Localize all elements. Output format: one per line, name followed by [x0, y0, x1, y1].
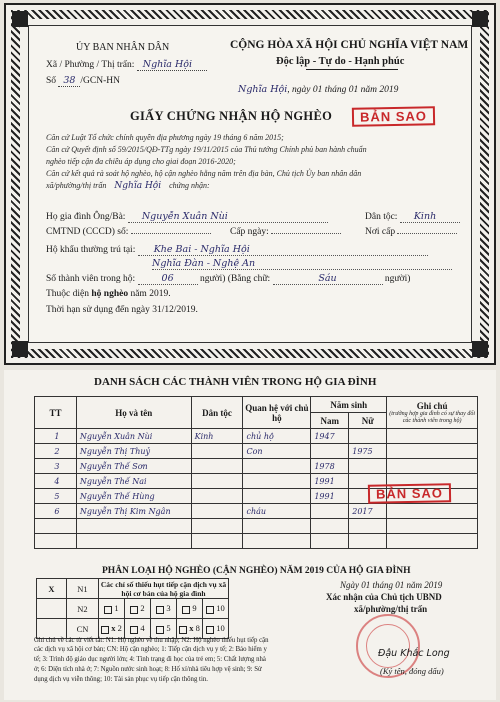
- ethnic-label: Dân tộc:: [365, 212, 398, 222]
- basis-text: chứng nhận:: [169, 181, 210, 190]
- place-value: [397, 233, 457, 234]
- col-name: Họ và tên: [76, 397, 191, 429]
- certificate-title: GIẤY CHỨNG NHẬN HỘ NGHÈO: [130, 109, 333, 123]
- checkbox-icon: [179, 626, 187, 634]
- row-male: 1991: [311, 474, 349, 489]
- sign-role: xã/phường/thị trấn: [354, 604, 428, 614]
- n1-label: N1: [67, 579, 99, 599]
- validity: Thời hạn sử dụng đến ngày 31/12/2019.: [46, 305, 198, 315]
- col-tt: TT: [35, 397, 77, 429]
- indicator-num: 8: [195, 623, 200, 634]
- col-female: Nữ: [349, 413, 387, 429]
- address-value: Nghĩa Đàn - Nghệ An: [152, 258, 452, 270]
- n1-check: [37, 579, 67, 599]
- row-relation: Con: [243, 444, 311, 459]
- number-value: 38: [58, 75, 80, 87]
- member-word-label: người) (Bằng chữ:: [199, 274, 271, 284]
- head-of-household: [46, 211, 328, 223]
- member-word-value: Sáu: [273, 273, 383, 285]
- class-value: hộ nghèo: [91, 289, 129, 299]
- row-name: Nguyễn Thế Nai: [76, 474, 191, 489]
- row-female: [349, 429, 387, 444]
- basis-line: Căn cứ kết quả rà soát hộ nghèo, hộ cận nghèo hằng năm trên địa bàn, Chủ tịch Ủy ban nhân dân: [46, 169, 362, 178]
- sign-role: Xác nhận của Chủ tịch UBND: [326, 592, 442, 602]
- row-note: [387, 504, 478, 519]
- basis-line: [46, 181, 210, 191]
- country-name: CỘNG HÒA XÃ HỘI CHỦ NGHĨA VIỆT NAM: [230, 39, 469, 51]
- basis-line: Căn cứ Luật Tổ chức chính quyền địa phương ngày 19 tháng 6 năm 2015;: [46, 133, 284, 142]
- col-relation: Quan hệ với chủ hộ: [243, 397, 311, 429]
- row-male: 1978: [311, 459, 349, 474]
- row-note: [387, 429, 478, 444]
- row-ethnic: [191, 504, 243, 519]
- checkbox-icon: [101, 626, 109, 634]
- note-detail: (trường hợp gia đình có sự thay đổi các thành viên trong hộ): [389, 410, 475, 424]
- corner-ornament: [472, 11, 488, 27]
- row-ethnic: [191, 489, 243, 504]
- row-male: 1947: [311, 429, 349, 444]
- legend-line: các dịch vụ xã hội cơ bản; CN: Hộ cận nghèo; 1: Tiếp cận dịch vụ y tế; 2: Bảo hiểm y: [34, 646, 267, 653]
- indicator-cell: [125, 599, 151, 619]
- n2-check: [37, 599, 67, 619]
- row-ethnic: Kinh: [191, 429, 243, 444]
- ethnicity: [365, 211, 460, 223]
- table-row: [35, 519, 478, 534]
- indicator-num: 9: [192, 603, 197, 614]
- member-word-suffix: người): [384, 274, 411, 284]
- members-table: [34, 396, 478, 549]
- n2-label: N2: [67, 599, 99, 619]
- row-note: [387, 459, 478, 474]
- col-note: [387, 397, 478, 429]
- legend-line: dụng dịch vụ viễn thông; 10: Tài sản phục vụ tiếp cận thông tin.: [34, 676, 208, 683]
- row-name: Nguyễn Thị Thuỷ: [76, 444, 191, 459]
- row-tt: 5: [35, 489, 77, 504]
- motto: Độc lập - Tự do - Hạnh phúc: [276, 56, 405, 67]
- copy-stamp: BẢN SAO: [368, 483, 451, 503]
- date-line: , ngày 01 tháng 01 năm 2019: [287, 85, 399, 95]
- row-tt: 2: [35, 444, 77, 459]
- ward-line: [46, 59, 207, 71]
- head-value: Nguyễn Xuân Nùi: [128, 211, 328, 223]
- indicator-cell: [151, 599, 177, 619]
- row-name: Nguyễn Thế Hùng: [76, 489, 191, 504]
- table-row: [35, 444, 478, 459]
- basis-place: Nghĩa Hội: [114, 181, 162, 191]
- row-relation: cháu: [243, 504, 311, 519]
- checkbox-icon: [130, 606, 138, 614]
- corner-ornament: [472, 341, 488, 357]
- row-male: [311, 504, 349, 519]
- corner-ornament: [12, 11, 28, 27]
- row-male: 1991: [311, 489, 349, 504]
- row-name: Nguyễn Thế Sơn: [76, 459, 191, 474]
- classification-line: [46, 289, 171, 299]
- row-female: 1975: [349, 444, 387, 459]
- sign-date: Ngày 01 tháng 01 năm 2019: [340, 580, 443, 590]
- indicator-mark: x: [111, 623, 116, 634]
- cn-label: CN: [67, 619, 99, 639]
- row-female: 2017: [349, 504, 387, 519]
- col-birth-year: Năm sinh: [311, 397, 387, 413]
- issue-place: [365, 227, 457, 237]
- classification-title: PHÂN LOẠI HỘ NGHÈO (CẬN NGHÈO) NĂM 2019 CỦA HỘ GIA ĐÌNH: [102, 566, 411, 576]
- indicator-num: 1: [114, 603, 119, 614]
- checkbox-icon: [156, 606, 164, 614]
- agency-name: ỦY BAN NHÂN DÂN: [76, 42, 170, 53]
- basis-line: Căn cứ Quyết định số 59/2015/QĐ-TTg ngày 19/11/2015 của Thủ tướng Chính phủ ban hành chuẩn: [46, 145, 367, 154]
- class-label: Thuộc diện: [46, 289, 90, 299]
- row-relation: [243, 474, 311, 489]
- member-value: 06: [138, 273, 198, 285]
- legend-line: Ghi chú về các từ viết tắt: N1: Hộ nghèo về thu nhập; N2: Hộ nghèo thiếu hụt tiếp cận: [34, 637, 269, 644]
- row-name: Nguyễn Thị Kim Ngân: [76, 504, 191, 519]
- classification-table: [36, 578, 229, 639]
- legend-line: tế; 3: Trình độ giáo dục người lớn; 4: Tình trạng đi học của trẻ em; 5: Chất lượng nhà: [34, 656, 266, 663]
- members-title: DANH SÁCH CÁC THÀNH VIÊN TRONG HỘ GIA ĐÌNH: [94, 376, 377, 388]
- issue-label: Cấp ngày:: [230, 227, 269, 237]
- indicator-num: 10: [216, 603, 225, 614]
- address-value: Khe Bai - Nghĩa Hội: [138, 244, 428, 256]
- row-relation: chủ hộ: [243, 429, 311, 444]
- sign-note: (Ký tên, đóng dấu): [380, 666, 444, 676]
- row-name: Nguyễn Xuân Nùi: [76, 429, 191, 444]
- row-tt: 4: [35, 474, 77, 489]
- table-row: [35, 459, 478, 474]
- col-male: Nam: [311, 413, 349, 429]
- note-header: Ghi chú: [416, 400, 448, 411]
- indicator-cell: [99, 599, 125, 619]
- indicator-num: 2: [117, 623, 122, 634]
- ward-value: Nghĩa Hội: [137, 59, 207, 71]
- checkbox-icon: [130, 626, 138, 634]
- number-suffix: /GCN-HN: [80, 76, 121, 86]
- row-ethnic: [191, 459, 243, 474]
- indicator-cell: [203, 599, 229, 619]
- signer-name: Đậu Khắc Long: [378, 648, 450, 659]
- table-row: [35, 429, 478, 444]
- checkbox-icon: [206, 606, 214, 614]
- issue-field: [230, 227, 341, 237]
- checkbox-icon: [156, 626, 164, 634]
- number-label: Số: [46, 76, 57, 86]
- member-count: [46, 273, 410, 285]
- motto-underline: [306, 69, 398, 70]
- ward-label: Xã / Phường / Thị trấn:: [46, 60, 135, 70]
- row-tt: 6: [35, 504, 77, 519]
- indicator-cell: [177, 599, 203, 619]
- checkbox-icon: [104, 606, 112, 614]
- row-relation: [243, 459, 311, 474]
- issue-value: [271, 233, 341, 234]
- checkbox-icon: [206, 626, 214, 634]
- table-row: [35, 504, 478, 519]
- address-label: Hộ khẩu thường trú tại:: [46, 245, 136, 255]
- indicator-header: Các chỉ số thiếu hụt tiếp cận dịch vụ xã hội cơ bản của hộ gia đình: [99, 579, 229, 599]
- row-tt: 1: [35, 429, 77, 444]
- class-suffix: năm 2019.: [130, 289, 171, 299]
- row-male: [311, 444, 349, 459]
- place-label: Nơi cấp: [365, 227, 396, 237]
- indicator-num: 4: [140, 623, 145, 634]
- certificate: [4, 3, 496, 365]
- id-number: [46, 227, 211, 237]
- head-label: Họ gia đình Ông/Bà:: [46, 212, 126, 222]
- row-note: [387, 444, 478, 459]
- address: [46, 244, 452, 270]
- indicator-num: 3: [166, 603, 171, 614]
- basis-text: xã/phường/thị trấn: [46, 181, 107, 190]
- indicator-num: 10: [216, 623, 225, 634]
- checkbox-icon: [182, 606, 190, 614]
- basis-line: nghèo tiếp cận đa chiều áp dụng cho giai đoạn 2016-2020;: [46, 157, 236, 166]
- indicator-mark: x: [189, 623, 194, 634]
- issue-date: [238, 84, 398, 95]
- id-label: CMTND (CCCD) số:: [46, 227, 129, 237]
- corner-ornament: [12, 341, 28, 357]
- row-ethnic: [191, 444, 243, 459]
- date-place: Nghĩa Hội: [238, 84, 288, 95]
- row-ethnic: [191, 474, 243, 489]
- row-tt: 3: [35, 459, 77, 474]
- legend-line: ở; 6: Diện tích nhà ở; 7: Nguồn nước sinh hoạt; 8: Hố xí/nhà tiêu hợp vệ sinh; 9: Sử: [34, 666, 262, 673]
- member-label: Số thành viên trong hộ:: [46, 274, 136, 284]
- table-row: [35, 534, 478, 549]
- indicator-num: 2: [140, 603, 145, 614]
- indicator-num: 5: [166, 623, 171, 634]
- col-ethnic: Dân tộc: [191, 397, 243, 429]
- n1-mark: X: [48, 583, 55, 594]
- copy-stamp: BẢN SAO: [352, 106, 435, 126]
- id-value: [131, 233, 211, 234]
- row-relation: [243, 489, 311, 504]
- row-female: [349, 459, 387, 474]
- member-sheet: [4, 370, 496, 700]
- certificate-number: [46, 75, 120, 87]
- ethnic-value: Kinh: [400, 211, 460, 223]
